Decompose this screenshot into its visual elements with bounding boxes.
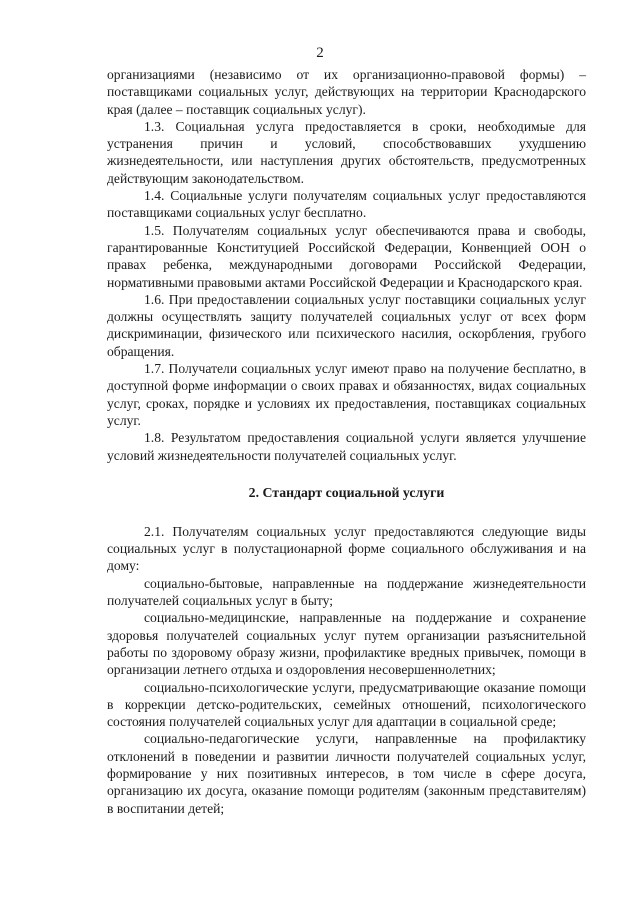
paragraph-1-7: 1.7. Получатели социальных услуг имеют право на получение бесплатно, в доступной форме информации о своих правах и обязанностях, видах социальных услуг, сроках, порядке и условиях их предоставления, поставщиках социальных услуг. bbox=[107, 361, 586, 428]
list-item-social-medical: социально-медицинские, направленные на поддержание и сохранение здоровья получателей социальных услуг путем организации разъяснительной работы по здоровому образу жизни, профилактике вредных привычек, помощи в организации летнего отдыха и оздоровления несовершеннолетних; bbox=[107, 610, 586, 678]
paragraph-1-5: 1.5. Получателям социальных услуг обеспечиваются права и свободы, гарантированные Конституцией Российской Федерации, Конвенцией ООН о правах ребенка, международными договорами Российской Федерации, нормативными правовыми актами Российской Федерации и Краснодарского края. bbox=[107, 222, 586, 290]
list-item-social-psychological: социально-психологические услуги, предусматривающие оказание помощи в коррекции детско-родительских, семейных отношений, психологического состояния получателей социальных услуг для адаптации в социальной среде; bbox=[107, 679, 586, 730]
paragraph-1-3: 1.3. Социальная услуга предоставляется в сроки, необходимые для устранения причин и условий, способствовавших ухудшению жизнедеятельности, или наступления других обстоятельств, предусмотренных действующим законодательством. bbox=[107, 118, 586, 186]
section-heading: 2. Стандарт социальной услуги bbox=[248, 484, 445, 500]
paragraph-1-8: 1.8. Результатом предоставления социальной услуги является улучшение условий жизнедеятельности получателей социальных услуг. bbox=[107, 430, 586, 463]
list-item-social-household: социально-бытовые, направленные на поддержание жизнедеятельности получателей социальных услуг в быту; bbox=[107, 575, 586, 609]
document-body bbox=[107, 66, 586, 817]
paragraph-2-1: 2.1. Получателям социальных услуг предоставляются следующие виды социальных услуг в полустационарной форме социального обслуживания и на дому: bbox=[107, 523, 586, 574]
paragraph-continuation: организациями (независимо от их организационно-правовой формы) – поставщиками социальных услуг, действующих на территории Краснодарского края (далее – поставщик социальных услуг). bbox=[107, 67, 586, 117]
list-item-social-pedagogical: социально-педагогические услуги, направленные на профилактику отклонений в поведении и развитии личности получателей социальных услуг, формирование у них позитивных интересов, в том числе в сфере досуга, организацию их досуга, оказание помощи родителям (законным представителям) в воспитании детей; bbox=[107, 731, 586, 816]
paragraph-1-6: 1.6. При предоставлении социальных услуг поставщики социальных услуг должны осуществлять защиту получателей социальных услуг от всех форм дискриминации, физического или психического насилия, оскорбления, грубого обращения. bbox=[107, 291, 586, 359]
paragraph-1-4: 1.4. Социальные услуги получателям социальных услуг предоставляются поставщиками социальных услуг бесплатно. bbox=[107, 188, 586, 221]
page-number: 2 bbox=[316, 45, 324, 61]
